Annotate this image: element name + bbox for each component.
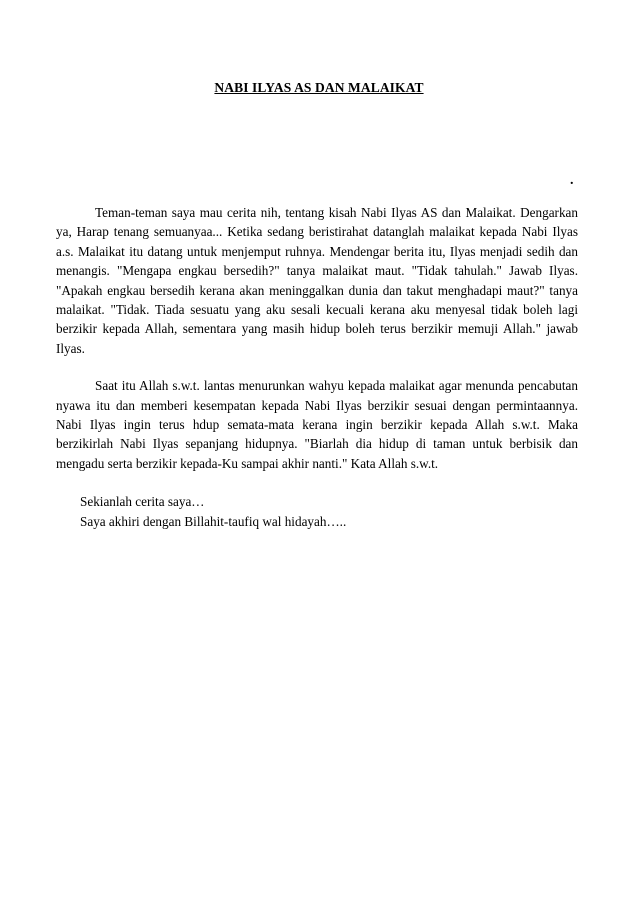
closing-line-2: Saya akhiri dengan Billahit-taufiq wal hidayah….. [80, 513, 347, 529]
document-body [56, 203, 578, 531]
document-title: NABI ILYAS AS DAN MALAIKAT [214, 80, 424, 95]
paragraph-1: Teman-teman saya mau cerita nih, tentang kisah Nabi Ilyas AS dan Malaikat. Dengarkan ya, Harap tenang semuanyaa... Ketika sedang beristirahat datanglah malaikat kepada Nabi Ilyas a.s. Malaikat itu datang untuk menjemput ruhnya. Mendengar berita itu, Ilyas menjadi sedih dan menangis. "Mengapa engkau bersedih?" tanya malaikat maut. "Tidak tahulah." Jawab Ilyas. "Apakah engkau bersedih kerana akan meninggalkan dunia dan takut menghadapi maut?" tanya malaikat. "Tidak. Tiada sesuatu yang aku sesali kecuali kerana aku menyesal tidak boleh lagi berzikir kepada Allah, sementara yang masih hidup boleh terus berzikir memuji Allah." jawab Ilyas. [56, 205, 578, 356]
closing-block [56, 492, 578, 531]
stray-dot: . [570, 173, 574, 188]
paragraph-2: Saat itu Allah s.w.t. lantas menurunkan wahyu kepada malaikat agar menunda pencabutan nyawa itu dan memberi kesempatan kepada Nabi Ilyas berzikir sesuai dengan permintaannya. Nabi Ilyas ingin terus hdup semata-mata kerana ingin berzikir kepada Allah s.w.t. Maka berzikirlah Nabi Ilyas sepanjang hidupnya. "Biarlah dia hidup di taman untuk berbisik dan mengadu serta berzikir kepada-Ku sampai akhir nanti." Kata Allah s.w.t. [56, 378, 578, 471]
closing-line-1: Sekianlah cerita saya… [80, 494, 205, 510]
